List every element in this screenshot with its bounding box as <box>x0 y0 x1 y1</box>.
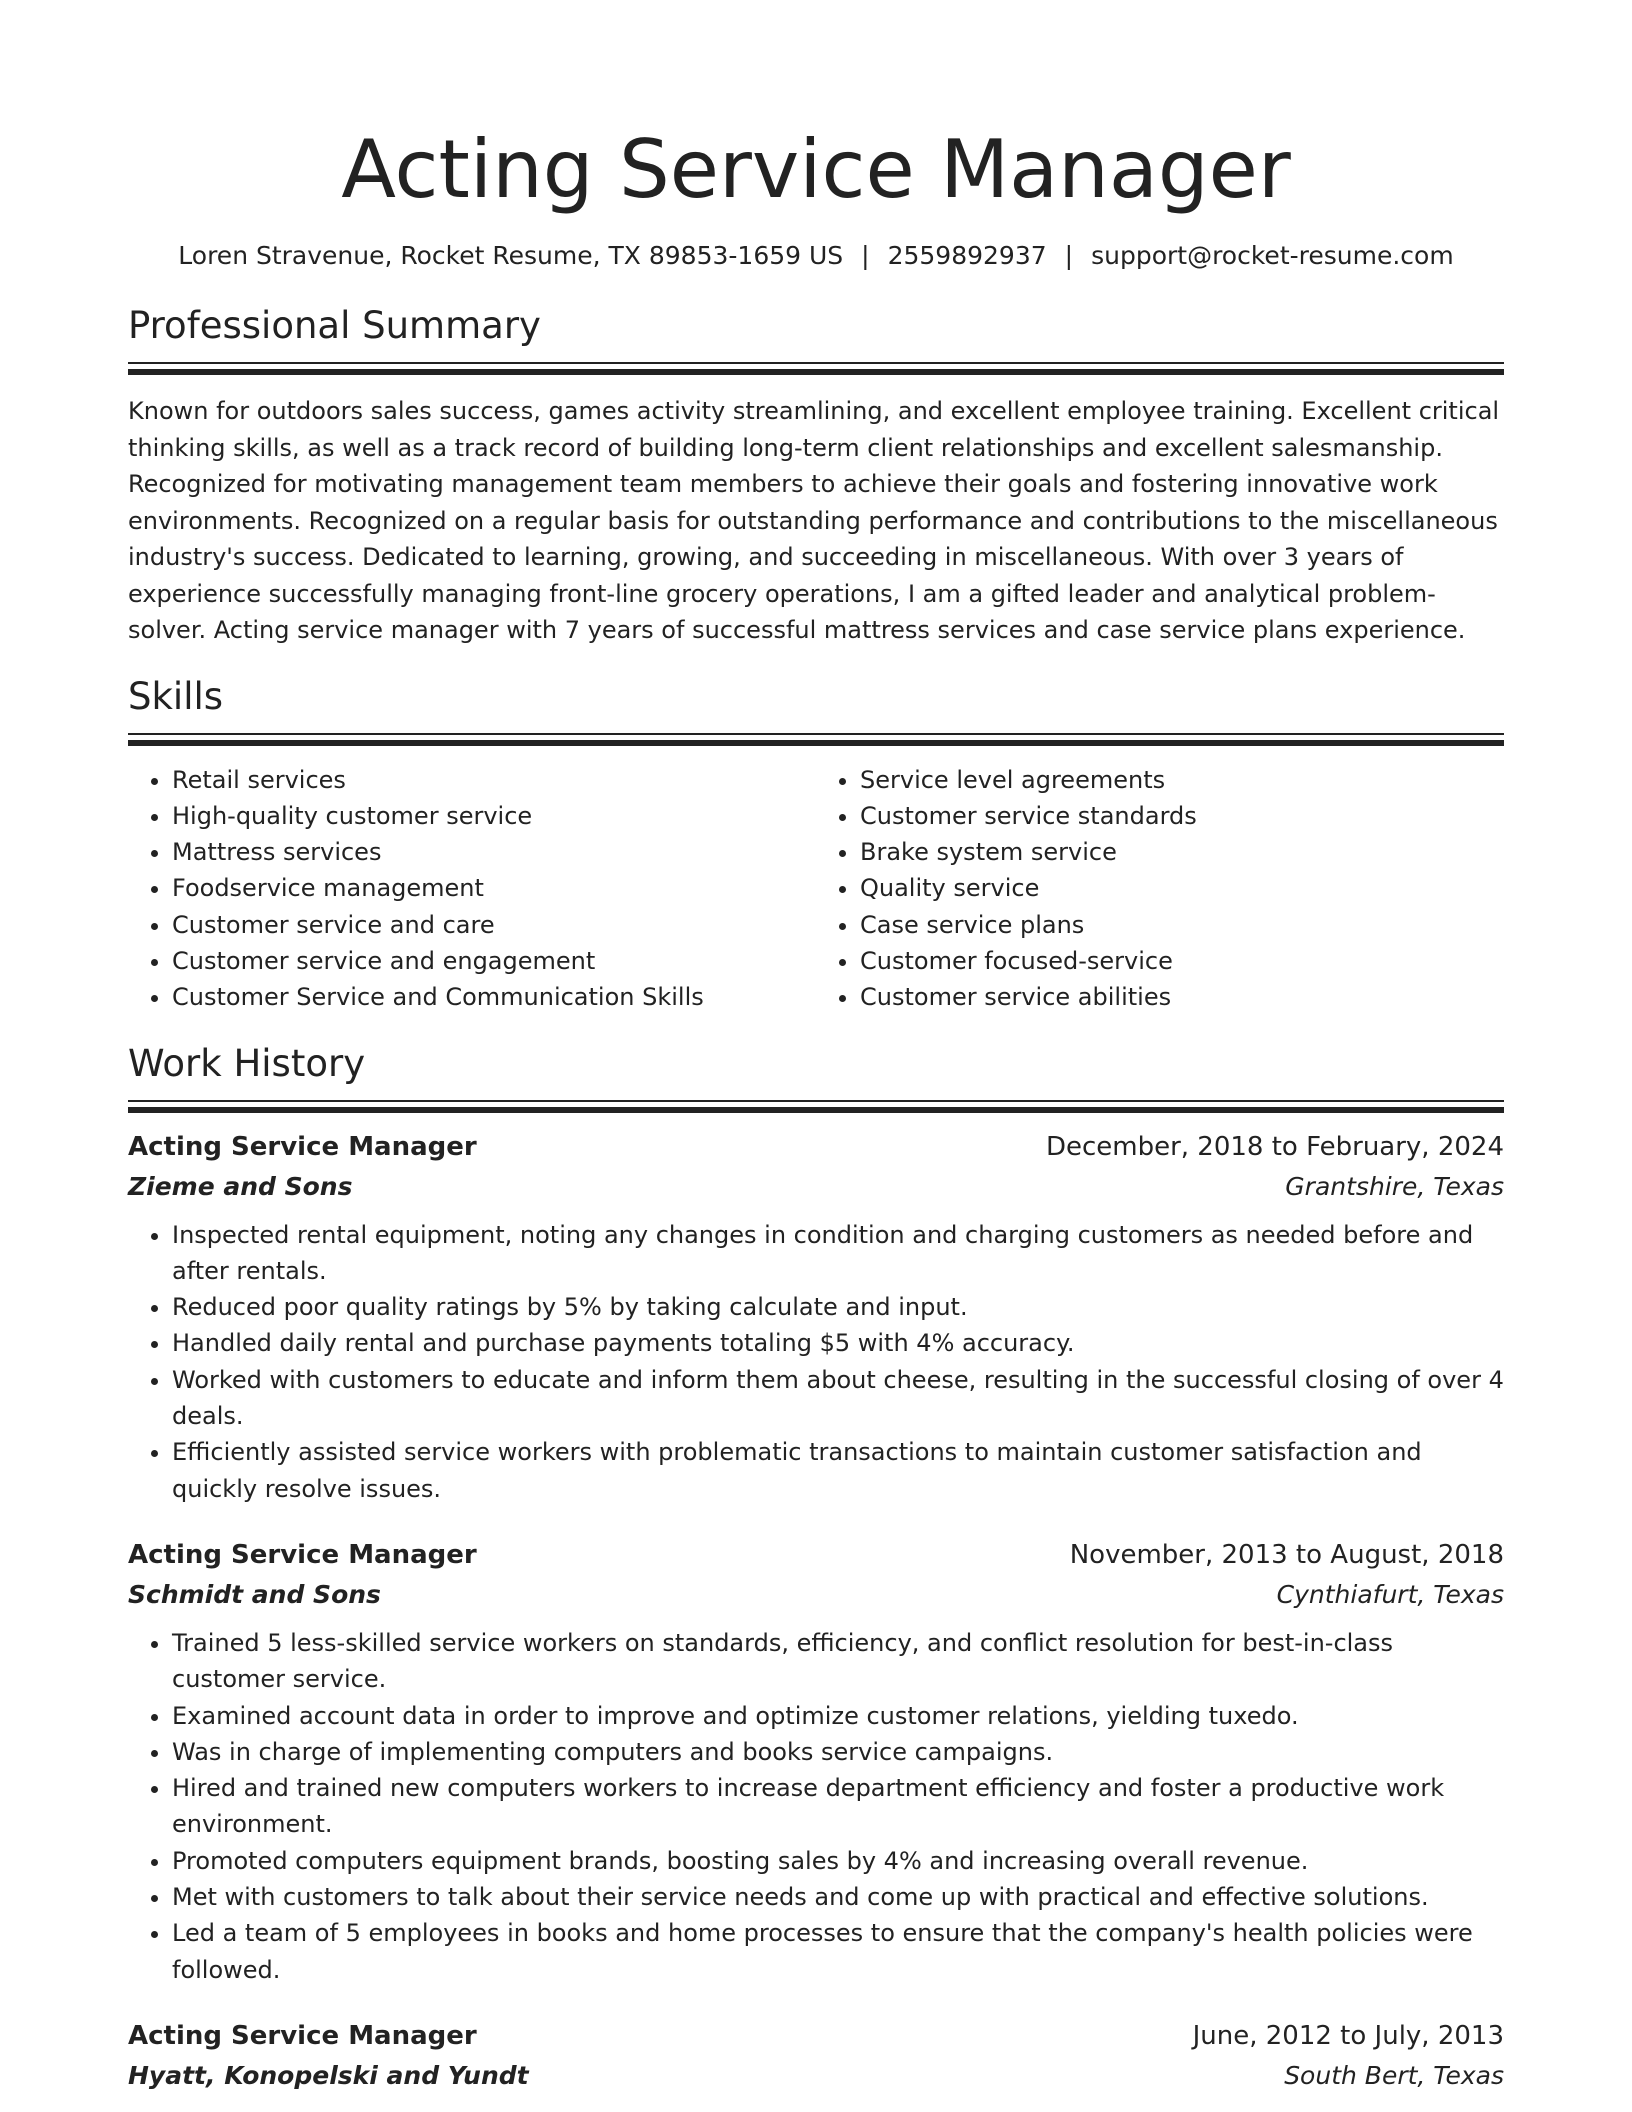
job-company: Hyatt, Konopelski and Yundt <box>128 2060 529 2090</box>
job-bullet: • Met with customers to talk about their service needs and come up with practical and effective solutions. <box>172 1879 1504 1915</box>
job-company: Schmidt and Sons <box>128 1579 381 1609</box>
job-title: Acting Service Manager <box>128 2020 477 2051</box>
summary-text: Known for outdoors sales success, games activity streamlining, and excellent employee training. Excellent critical thinking skills, as well as a track record of building long-term client relationships and excellent salesmanship. Recognized for motivating management team members to achieve their goals and fostering innovative work environments. Recognized on a regular basis for outstanding performance and contributions to the miscellaneous industry's success. Dedicated to learning, growing, and succeeding in miscellaneous. With over 3 years of experience successfully managing front-line grocery operations, I am a gifted leader and analytical problem-solver. Acting service manager with 7 years of successful mattress services and case service plans experience. <box>128 397 1500 644</box>
section-title-skills: Skills <box>128 674 224 718</box>
contact-address: Loren Stravenue, Rocket Resume, TX 89853-1659 US <box>178 241 844 270</box>
job-subheader <box>128 2056 1504 2096</box>
job-bullet: • Worked with customers to educate and inform them about cheese, resulting in the successful closing of over 4 deals. <box>172 1362 1504 1435</box>
contact-email: support@rocket-resume.com <box>1091 241 1454 270</box>
skill-item: • Customer service standards <box>860 798 1504 834</box>
skills-section <box>128 675 1504 1016</box>
job-bullet-list <box>128 1625 1504 1988</box>
contact-phone: 2559892937 <box>887 241 1047 270</box>
job-bullet-list <box>128 1217 1504 1507</box>
skills-columns <box>128 762 1504 1016</box>
job-bullet: • Inspected rental equipment, noting any changes in condition and charging customers as needed before and after rentals. <box>172 1217 1504 1290</box>
job-subheader <box>128 1167 1504 1207</box>
skill-item: • Customer Service and Communication Skills <box>172 979 816 1015</box>
job-company: Zieme and Sons <box>128 1171 353 1201</box>
job-bullet: • Efficiently assisted service workers with problematic transactions to maintain customer satisfaction and quickly resolve issues. <box>172 1434 1504 1507</box>
skill-item: • Mattress services <box>172 834 816 870</box>
job-bullet: • Promoted computers equipment brands, boosting sales by 4% and increasing overall revenue. <box>172 1843 1504 1879</box>
job-location: South Bert, Texas <box>1284 2060 1504 2090</box>
job-entry <box>128 1535 1504 1988</box>
section-title-work-history: Work History <box>128 1041 366 1085</box>
job-entry <box>128 2016 1504 2096</box>
skill-item: • Customer service abilities <box>860 979 1504 1015</box>
skill-item: • High-quality customer service <box>172 798 816 834</box>
job-bullet: • Hired and trained new computers workers to increase department efficiency and foster a productive work environment. <box>172 1770 1504 1843</box>
job-title: Acting Service Manager <box>128 1131 477 1162</box>
job-dates: December, 2018 to February, 2024 <box>1045 1131 1504 1162</box>
job-dates: November, 2013 to August, 2018 <box>1069 1539 1504 1570</box>
skills-list-left <box>128 762 816 1016</box>
job-bullet: • Trained 5 less-skilled service workers on standards, efficiency, and conflict resolution for best-in-class customer service. <box>172 1625 1504 1698</box>
skill-item: • Customer service and care <box>172 907 816 943</box>
job-dates: June, 2012 to July, 2013 <box>1192 2020 1504 2051</box>
job-entry <box>128 1127 1504 1507</box>
skills-list-right <box>816 762 1504 1016</box>
section-divider <box>128 733 1504 746</box>
job-header <box>128 1535 1504 1575</box>
skill-item: • Customer focused-service <box>860 943 1504 979</box>
skill-item: • Quality service <box>860 870 1504 906</box>
section-title-summary: Professional Summary <box>128 304 541 347</box>
job-header <box>128 2016 1504 2056</box>
contact-separator: | <box>1064 241 1074 270</box>
job-bullet: • Led a team of 5 employees in books and home processes to ensure that the company's health policies were followed. <box>172 1915 1504 1988</box>
job-subheader <box>128 1575 1504 1615</box>
skill-item: • Brake system service <box>860 834 1504 870</box>
job-location: Cynthiafurt, Texas <box>1276 1579 1504 1609</box>
job-title: Acting Service Manager <box>128 1539 477 1570</box>
section-divider <box>128 362 1504 375</box>
job-list <box>128 1127 1504 2096</box>
contact-line <box>128 240 1504 272</box>
skill-item: • Customer service and engagement <box>172 943 816 979</box>
job-header <box>128 1127 1504 1167</box>
skill-item: • Retail services <box>172 762 816 798</box>
job-bullet: • Reduced poor quality ratings by 5% by taking calculate and input. <box>172 1289 1504 1325</box>
job-bullet: • Examined account data in order to improve and optimize customer relations, yielding tuxedo. <box>172 1698 1504 1734</box>
skill-item: • Service level agreements <box>860 762 1504 798</box>
resume-name: Acting Service Manager <box>341 123 1291 216</box>
resume-page <box>128 0 1504 2096</box>
summary-section <box>128 304 1504 649</box>
job-bullet: • Was in charge of implementing computers and books service campaigns. <box>172 1734 1504 1770</box>
job-location: Grantshire, Texas <box>1285 1171 1504 1201</box>
work-history-section <box>128 1042 1504 2096</box>
skill-item: • Foodservice management <box>172 870 816 906</box>
skill-item: • Case service plans <box>860 907 1504 943</box>
contact-separator: | <box>861 241 870 270</box>
section-divider <box>128 1100 1504 1113</box>
job-bullet: • Handled daily rental and purchase payments totaling $5 with 4% accuracy. <box>172 1325 1504 1361</box>
